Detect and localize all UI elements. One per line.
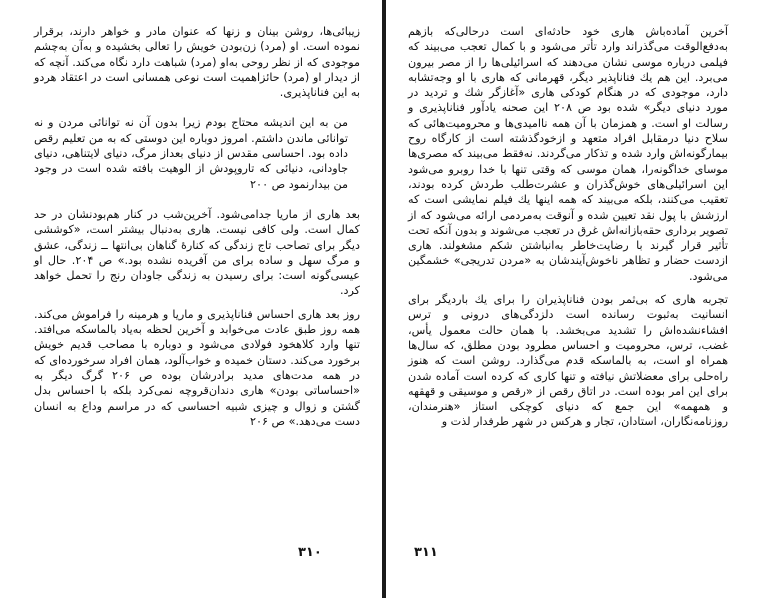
right-page [386,0,768,598]
left-page [0,0,382,598]
page-number: ۳۱۱ [414,545,438,560]
left-page-text [34,24,360,429]
paragraph: روز بعد هاری احساس فناناپذیری و ماریا و هرمینه را فراموش می‌کند. همه روز طبق عادت می‌خوابد و آخرین لحظه به‌یاد بالماسکه می‌افتد. تنها وارد کلاهخود فولادی می‌شود و دوباره با مصاحب قدیم خویش برخورد می‌کند. دستان خمیده و خواب‌آلود، همان افراد سرخورده‌ای که در همه مدت‌های مدید برادرشان بوده ص ۲۰۶ گرگ دیگر به «احساساتی بودن» هاری دندان‌قروچه نمی‌کرد بلکه با احساس بدل گشتن و زوال و چیزی شبیه احساسی که در مراسم وداع به انسان دست می‌دهد.» ص ۲۰۶ [34,307,360,428]
paragraph: من به این اندیشه محتاج بودم زیرا بدون آن نه توانائی مردن و نه توانائی ماندن داشتم. امروز دوباره این دوستی که به من تعلیم رقص داده بود. احساسی مقدس از دنیای بعداز مرگ، دنیای لایتناهی، دنیای جاودانی، دنیائی که تاروپودش از الوهیت بافته شده است در وجود من بیدارنمود ص ۲۰۰ [34,116,348,191]
paragraph: زیبائی‌ها، روشن بینان و زنها که عنوان مادر و خواهر دارند، برقرار نموده است. او (مرد) زن‌بودن خویش را تعالی بخشیده و به‌آن به‌چشم موجودی که از نظر روحی به‌او (مرد) شباهت دارد نگاه می‌کند. آنچه که از دیدار او (مرد) حائزاهمیت است نوعی همسانی است در اعتقاد هردو به این فناناپذیری. [34,25,360,100]
paragraph: تجربه هاری که بی‌ثمر بودن فناناپذیران را برای یك باردیگر برای انسانیت به‌ثبوت رسانده است دلزدگی‌های درونی و ترس افشاءنشده‌اش را تشدید می‌بخشد. با همان حالت معمول یأس، غضب، ترس، محرومیت و احساس مطرود بودن مطلق، که سال‌ها همراه او است، به بالماسکه قدم می‌گذارد. روشن است که هنوز راه‌حلی برای معضلاتش نیافته و تنها کاری که کرده است آماده شدن برای این امر بوده است. در اتاق رقص از «رقص و موسیقی و قهقهه و همهمه» این جمع که دنیای کوچکی استاز «هنرمندان، روزنامه‌نگاران، استادان، تجار و هرکس در شهر طرفدار لذت و [408,293,728,429]
paragraph: آخرین آماده‌باش هاری خود حادثه‌ای است درحالی‌که بازهم به‌دفع‌الوقت می‌گذراند وارد تأتر می‌شود و با کمال تعجب می‌بیند که فیلمی درباره موسی نشان می‌دهند که اسرائیلی‌ها را از مصر بیرون می‌برد. این هم یك فناناپذیر دیگر، قهرمانی که هاری با او وجه‌تشابه دارد، موجودی که در هنگام کودکی هاری «آغازگر شك و تردید در مورد دنیای دیگر» شده بود ص ۲۰۸ این صحنه یادآور فناناپذیری و رسالت او است. و همزمان با آن همه ناامیدی‌ها و محرومیت‌هائی که سلاح دنیا درمقابل افراد متعهد و ازخودگذشته است از کارگاه روح بیمارگونه‌اش وارد شده و تذکار می‌گردند. نه‌فقط می‌بیند که مصری‌ها موسای خداگونه‌را، همان موسی که وقتی تنها با خدا روبرو می‌شود این اسرائیلی‌های خوش‌گذران و عشرت‌طلب طردش کرده بودند، تعقیب می‌کنند، بلکه می‌بیند که همه اینها یك فیلم نمایشی است که ارزشش با پول نقد تعیین شده و آنوقت به‌مردمی ارائه می‌شود که از تصویر برداری حقه‌بازانه‌اش غرق در تعجب می‌شوند و بدون آنکه تحت تأثیر قرار گیرند با رضایت‌خاطر به‌انباشتن شکم مشغولند. هاری ازدست حضار و تظاهر ناخوش‌آیندشان به «مردن تدریجی» خشمگین می‌شود. [408,25,729,283]
paragraph: بعد هاری از ماریا جدامی‌شود. آخرین‌شب در کنار هم‌بودنشان در حد کمال است. ولی کافی نیست. هاری به‌دنبال بیشتر است، «کوششی دیگر برای تصاحب تاج زندگی که کنارهٔ گناهان بی‌انتها ــ زندگی، عشق و مرگ سهل و ساده برای من آفریده نشده بود.» ص ۲۰۴. حال او عیسی‌گونه است: برای رسیدن به زندگی جاودان رنج را تحمل خواهد کرد. [34,207,361,298]
page-number: ۳۱۰ [298,545,322,560]
right-page-text [408,24,728,430]
